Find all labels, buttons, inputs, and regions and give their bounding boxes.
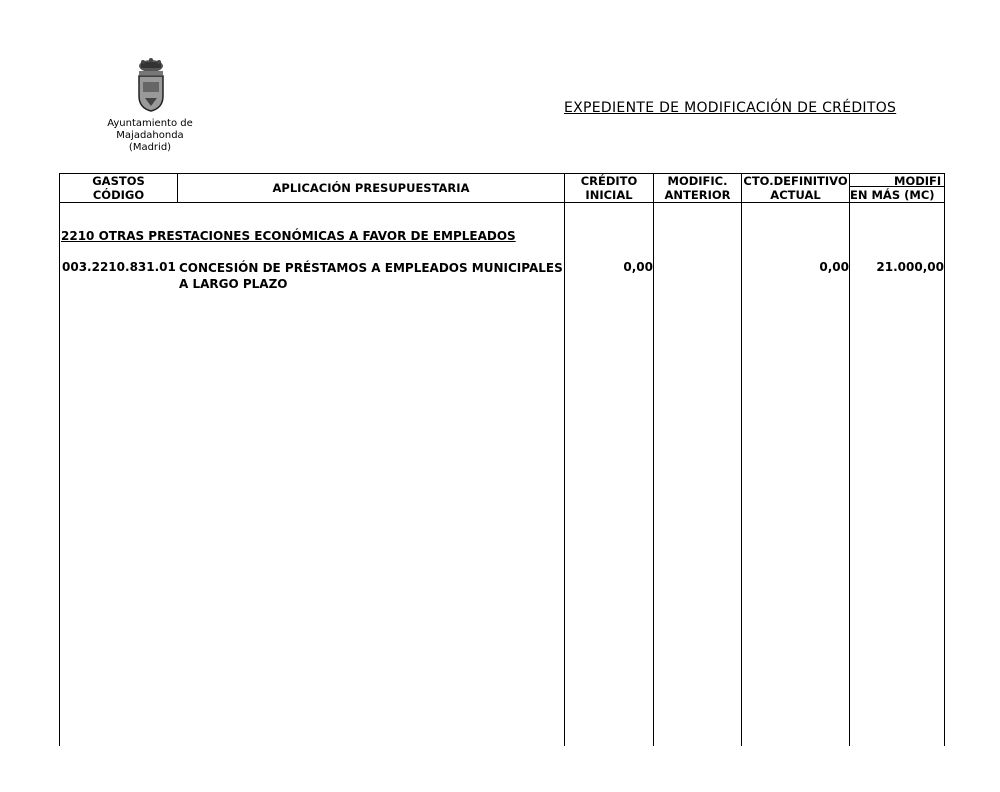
col-border-definitivo [849,173,850,746]
header-codigo [60,174,177,202]
municipality-line3: (Madrid) [128,142,172,153]
header-definitivo-bottom: ACTUAL [770,188,821,202]
row-description-line1: CONCESIÓN DE PRÉSTAMOS A EMPLEADOS MUNICIPALES [179,261,563,275]
row-code: 003.2210.831.01 [62,260,176,274]
header-en-mas-top: MODIFI [894,174,942,188]
header-definitivo-top: CTO.DEFINITIVO [743,174,848,188]
table-header-bottom-border [59,202,945,203]
row-en-mas: 21.000,00 [876,260,944,274]
col-border-left [59,173,60,746]
header-codigo-top: GASTOS [92,174,145,188]
document-title: EXPEDIENTE DE MODIFICACIÓN DE CRÉDITOS [564,100,897,116]
row-description-line2: A LARGO PLAZO [179,277,288,291]
header-aplicacion [178,181,564,195]
header-en-mas-bottom: EN MÁS (MC) [850,188,935,202]
header-credito [565,174,653,202]
header-modif [654,174,741,202]
col-border-modif [741,173,742,746]
header-credito-bottom: INICIAL [585,188,633,202]
header-definitivo [742,174,849,202]
row-description [179,260,563,292]
header-modif-top: MODIFIC. [667,174,728,188]
col-border-credito [653,173,654,746]
section-heading: 2210 OTRAS PRESTACIONES ECONÓMICAS A FAVOR DE EMPLEADOS [61,229,516,243]
header-credito-top: CRÉDITO [580,174,638,188]
row-credito-inicial: 0,00 [623,260,653,274]
row-cto-definitivo: 0,00 [819,260,849,274]
municipality-line2: Majadahonda [116,130,184,141]
header-en-mas [850,174,944,202]
header-modif-bottom: ANTERIOR [664,188,731,202]
municipality-line1: Ayuntamiento de [107,118,193,129]
header-codigo-bottom: CÓDIGO [92,188,145,202]
col-border-aplicacion [564,173,565,746]
col-border-right [944,173,945,746]
header-aplicacion-label: APLICACIÓN PRESUPUESTARIA [272,181,470,195]
